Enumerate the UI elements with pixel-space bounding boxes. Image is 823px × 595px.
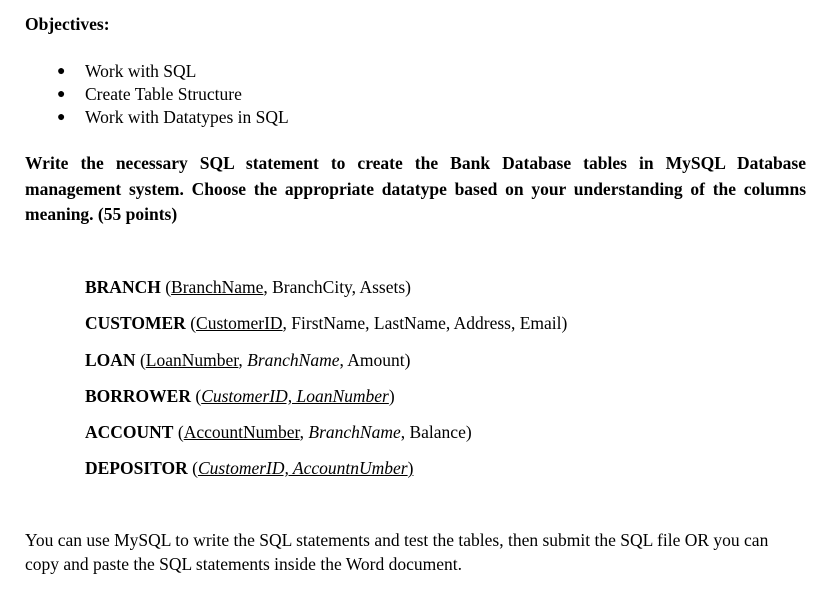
paren-open: ( (190, 385, 202, 406)
separator: , (238, 349, 248, 370)
table-name: BRANCH (85, 277, 161, 297)
paren-close: ) (561, 313, 568, 334)
objectives-heading: Objectives: (25, 14, 110, 34)
paren-close: ) (405, 277, 411, 297)
table-name: DEPOSITOR (85, 458, 188, 479)
primary-key: BranchName (171, 277, 264, 297)
composite-key: CustomerID, LoanNumber (201, 385, 389, 406)
list-item (0, 60, 289, 83)
schema-customer (85, 310, 567, 346)
table-name: CUSTOMER (85, 313, 186, 334)
paren-close: ) (465, 422, 472, 443)
objective-text: Work with Datatypes in SQL (85, 107, 289, 127)
foreign-key: BranchName (247, 349, 340, 370)
bullet-icon: ● (57, 110, 66, 125)
schema-loan (85, 347, 567, 383)
columns: , Amount (339, 349, 405, 370)
paren-open: ( (187, 458, 198, 479)
paren-close: ) (388, 385, 395, 406)
bullet-icon: ● (57, 64, 66, 79)
schema-list (85, 274, 567, 492)
primary-key: LoanNumber (145, 349, 239, 370)
instructions-paragraph: Write the necessary SQL statement to create the Bank Database tables in MySQL Database management system. Choose the appropriate datatype based on your understanding of the columns meaning. (55 points) (25, 153, 806, 224)
paren-open: ( (185, 313, 197, 334)
paren-close: ) (404, 349, 411, 370)
separator: , (299, 422, 309, 443)
columns: , FirstName, LastName, Address, Email (282, 313, 562, 334)
schema-borrower (85, 383, 567, 419)
foreign-key: BranchName (308, 422, 401, 443)
bullet-icon: ● (57, 87, 66, 102)
list-item (0, 106, 289, 129)
table-name: BORROWER (85, 385, 191, 406)
paren-open: ( (135, 349, 146, 370)
objective-text: Work with SQL (85, 61, 197, 81)
columns: , Balance (400, 422, 466, 443)
list-item (0, 83, 289, 106)
schema-depositor (85, 455, 567, 491)
objective-text: Create Table Structure (85, 84, 242, 104)
objectives-list (0, 60, 289, 129)
primary-key: CustomerID (196, 313, 283, 334)
paren-open: ( (160, 277, 172, 297)
paren-open: ( (173, 422, 184, 443)
submission-note: You can use MySQL to write the SQL statements and test the tables, then submit the SQL file OR you can copy and paste the SQL statements inside the Word document. (25, 530, 769, 574)
primary-key: AccountNumber (183, 422, 300, 443)
paren-close: ) (407, 458, 414, 479)
schema-branch (85, 274, 567, 310)
table-name: LOAN (85, 349, 136, 370)
composite-key: CustomerID, AccountnUmber (197, 458, 408, 479)
table-name: ACCOUNT (85, 422, 174, 443)
schema-account (85, 419, 567, 455)
columns: , BranchCity, Assets (263, 277, 406, 297)
